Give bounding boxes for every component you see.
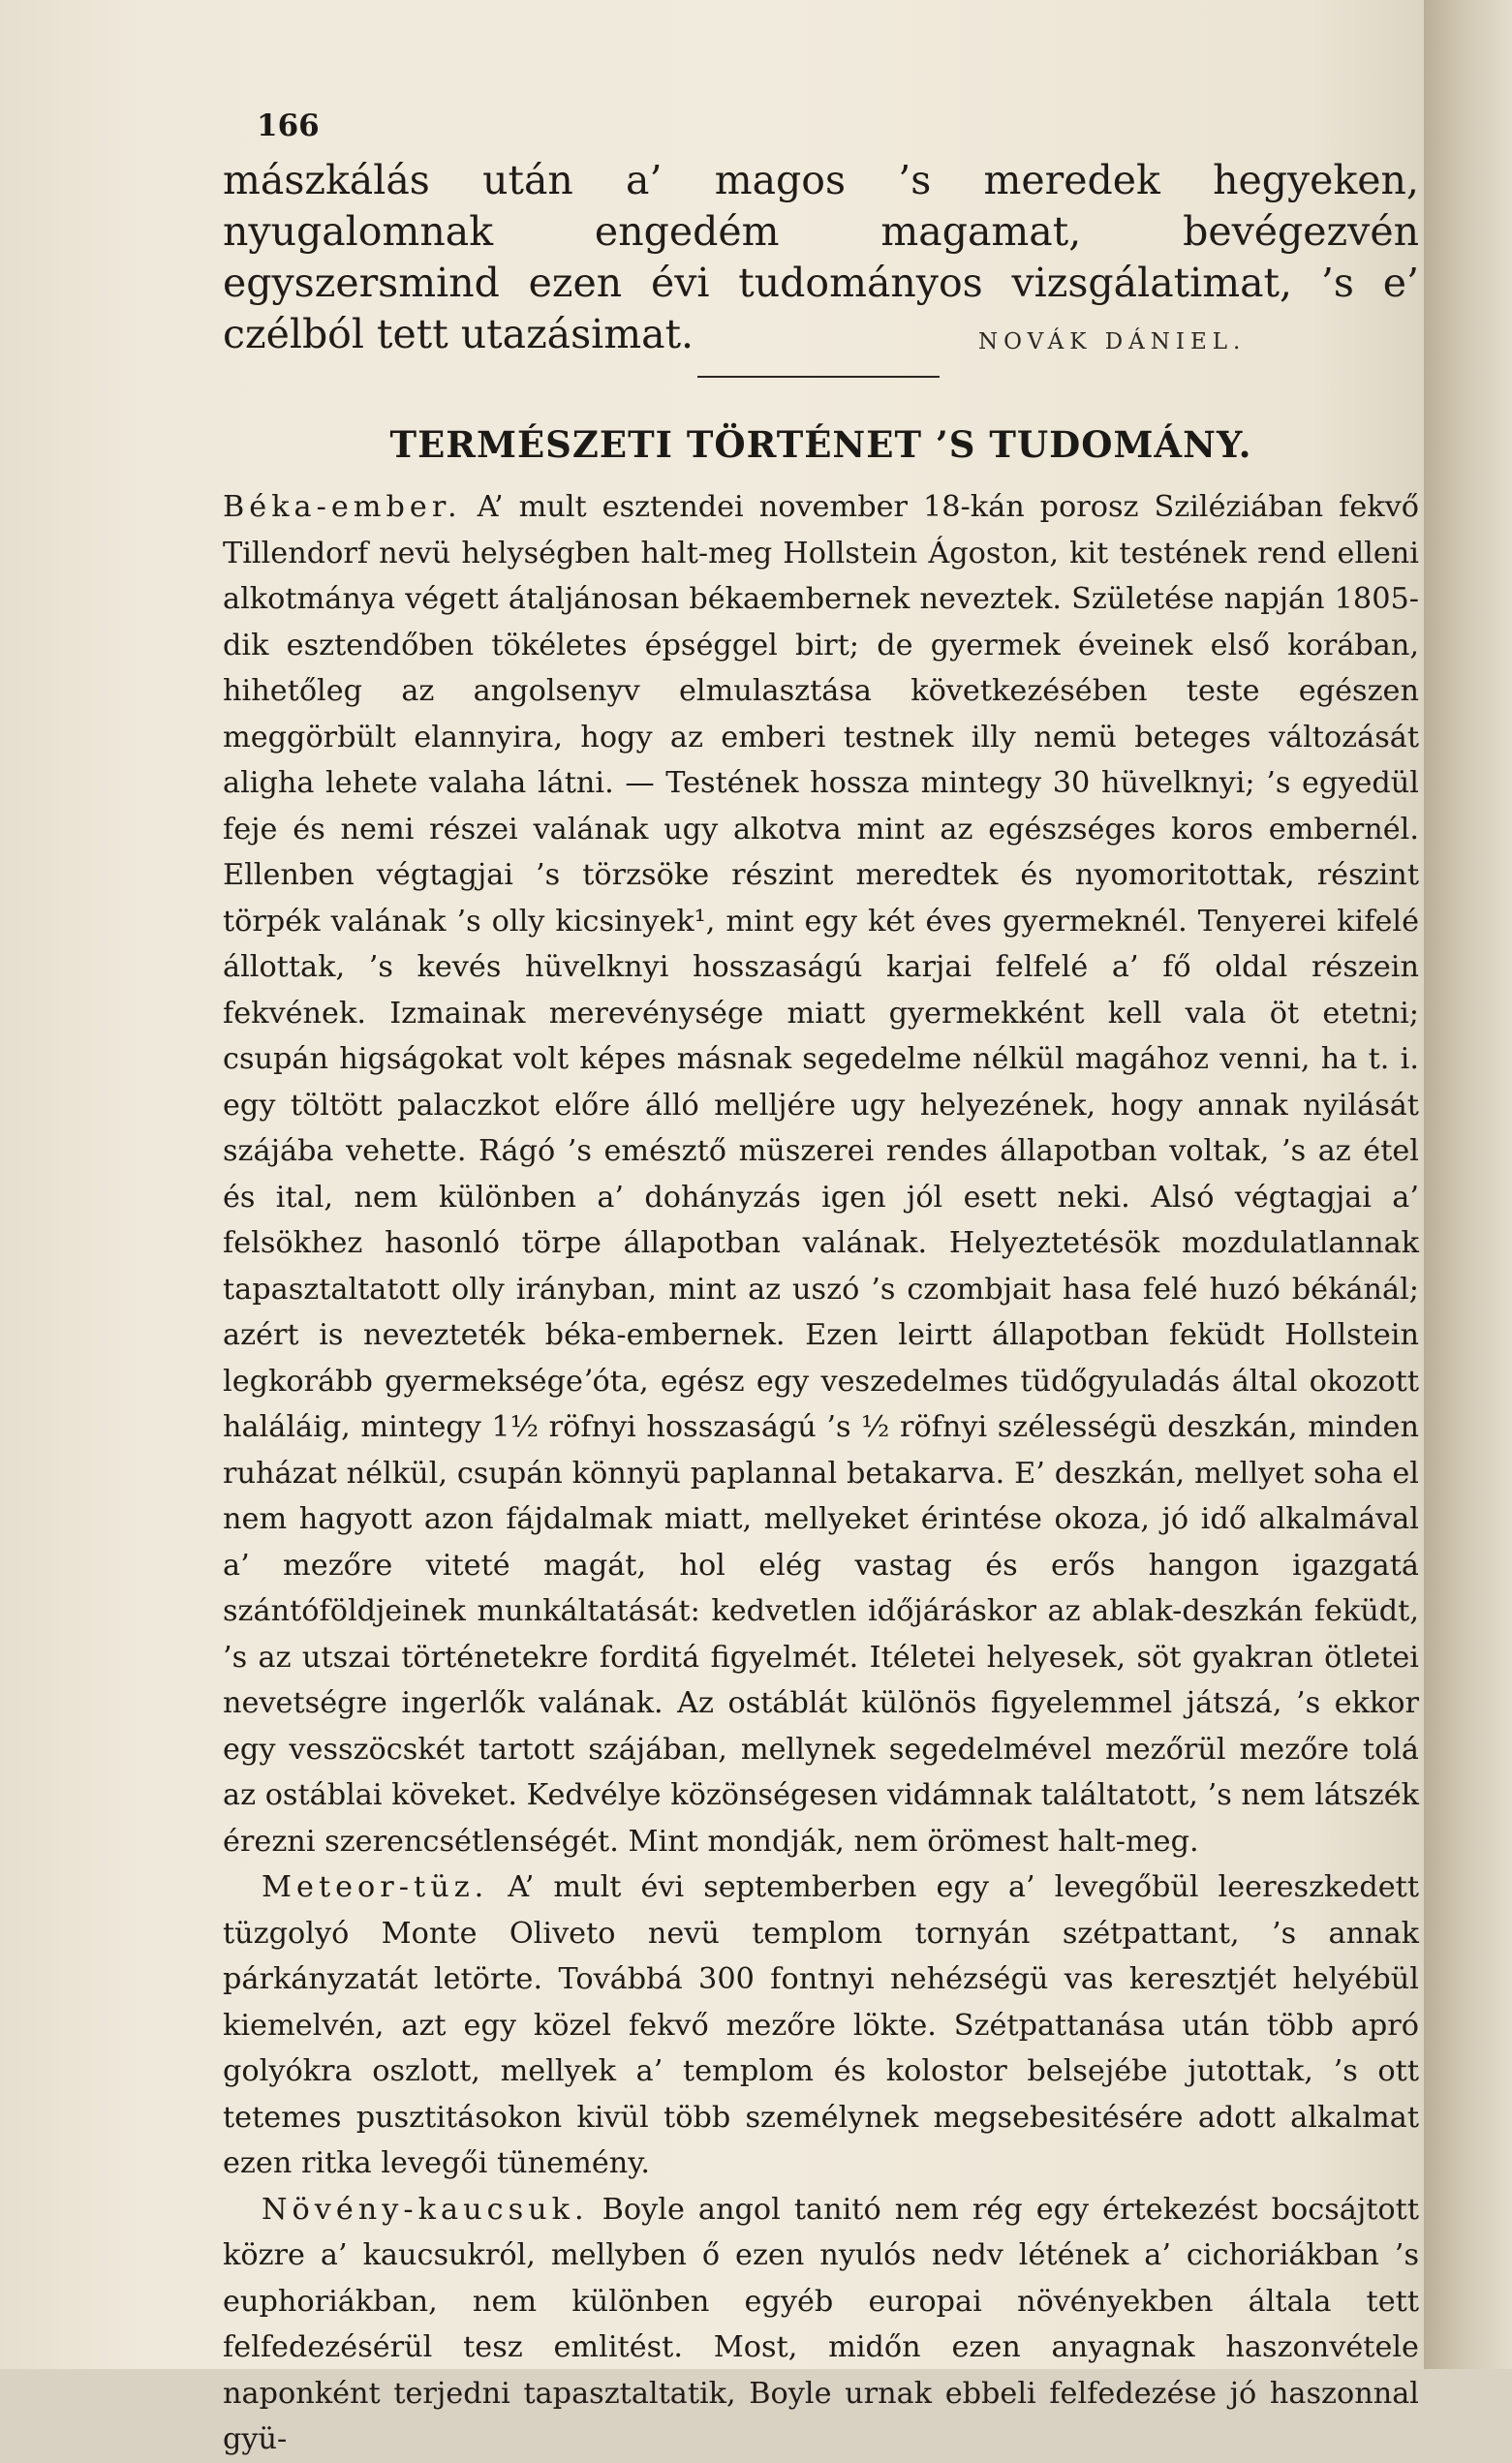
page-edge [1424, 0, 1512, 2369]
article-noveny-kaucsuk [223, 2187, 1419, 2463]
author-signature: NOVÁK DÁNIEL. [978, 329, 1247, 354]
section-divider [697, 376, 940, 378]
article-title: Meteor-tüz. [262, 1870, 489, 1904]
article-body [223, 484, 1419, 2463]
section-heading: TERMÉSZETI TÖRTÉNET ’S TUDOMÁNY. [389, 423, 1252, 466]
article-title: Növény-kaucsuk. [262, 2192, 589, 2227]
article-text: A’ mult évi septemberben egy a’ levegőbül leereszkedett tüzgolyó Monte Oliveto nevü templom tornyán szétpattant, ’s annak párkányzatát letörte. Továbbá 300 fontnyi nehézségü vas keresztjét helyébül kiemelvén, azt egy közel fekvő mezőre lökte. Szétpattanása után több apró golyókra oszlott, mellyek a’ templom és kolostor belsejébe jutottak, ’s ott tetemes pusztitásokon kivül több személynek megsebesitésére adott alkalmat ezen ritka levegői tünemény. [223, 1870, 1419, 2180]
article-text: Boyle angol tanitó nem rég egy értekezést bocsájtott közre a’ kaucsukról, mellyben ő ezen nyulós nedv létének a’ cichoriákban ’s euphoriákban, nem különben egyéb europai növényekben általa tett felfedezésérül tesz emlitést. Most, midőn ezen anyagnak haszonvétele naponként terjedni tapasztaltatik, Boyle urnak ebbeli felfedezése jó haszonnal gyü- [223, 2192, 1419, 2456]
page-number: 166 [257, 108, 320, 143]
article-text: A’ mult esztendei november 18-kán porosz Sziléziában fekvő Tillendorf nevü helységben halt-meg Hollstein Ágoston, kit testének rend elleni alkotmánya végett átaljánosan békaembernek neveztek. Születése napján 1805-dik esztendőben tökéletes épséggel birt; de gyermek éveinek első korában, hihetőleg az angolsenyv elmulasztása következésében teste egészen meggörbült elannyira, hogy az emberi testnek illy nemü beteges változását aligha lehete valaha látni. — Testének hossza mintegy 30 hüvelknyi; ’s egyedül feje és nemi részei valának ugy alkotva mint az egészséges koros embernél. Ellenben végtagjai ’s törzsöke részint meredtek és nyomoritottak, részint törpék valának ’s olly kicsinyek¹, mint egy két éves gyermeknél. Tenyerei kifelé állottak, ’s kevés hüvelknyi hosszaságú karjai felfelé a’ fő oldal részein fekvének. Izmainak merevénysége miatt gyermekként kell vala öt etetni; csupán higságokat volt képes másnak segedelme nélkül magához venni, ha t. i. egy töltött palaczkot előre álló melljére ugy helyezének, hogy annak nyilását szájába vehette. Rágó ’s emésztő müszerei rendes állapotban voltak, ’s az étel és ital, nem különben a’ dohányzás igen jól esett neki. Alsó végtagjai a’ felsökhez hasonló törpe állapotban valának. Helyeztetésök mozdulatlannak tapasztaltatott olly irányban, mint az uszó ’s czombjait hasa felé huzó békánál; azért is nevezteték béka-embernek. Ezen leirtt állapotban feküdt Hollstein legkorább gyermekségeʼóta, egész egy veszedelmes tüdőgyuladás által okozott haláláig, mintegy 1½ röfnyi hosszaságú ’s ½ röfnyi szélességü deszkán, minden ruházat nélkül, csupán könnyü paplannal betakarva. E’ deszkán, mellyet soha el nem hagyott azon fájdalmak miatt, mellyeket érintése okoza, jó idő alkalmával a’ mezőre viteté magát, hol elég vastag és erős hangon igazgatá szántóföldjeinek munkáltatását: kedvetlen időjáráskor az ablak-deszkán feküdt, ’s az utszai történetekre forditá figyelmét. Itéletei helyesek, söt gyakran ötletei nevetségre ingerlők valának. Az ostáblát különös figyelemmel játszá, ’s ekkor egy vesszöcskét tartott szájában, mellynek segedelmével mezőrül mezőre tolá az ostáblai köveket. Kedvélye közönségesen vidámnak találtatott, ’s nem látszék érezni szerencsétlenségét. Mint mondják, nem örömest halt-meg. [223, 490, 1420, 1859]
article-beka-ember [223, 484, 1419, 1864]
intro-paragraph: mászkálás után a’ magos ’s meredek hegyeken, nyugalomnak engedém magamat, bevégezvén egyszersmind ezen évi tudományos vizsgálatimat, ’s e’ czélból tett utazásimat. [223, 157, 1419, 357]
article-title: Béka-ember. [223, 490, 462, 524]
article-meteor-tuz [223, 1864, 1419, 2187]
